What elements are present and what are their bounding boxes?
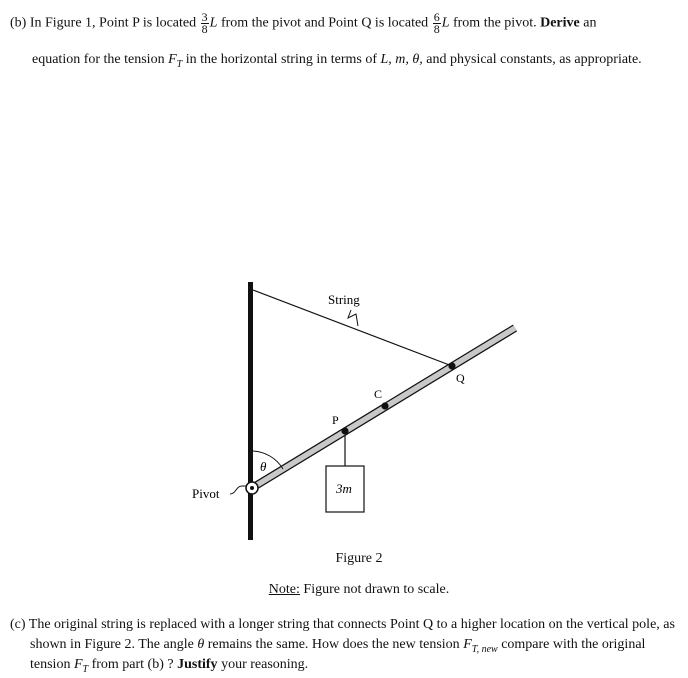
- figure-2-diagram: [0, 270, 688, 550]
- point-q-label: Q: [456, 371, 465, 385]
- part-b-label: (b) In Figure 1, Point P is located: [10, 15, 197, 31]
- part-c-paragraph: [10, 615, 676, 675]
- theta-symbol: θ: [197, 637, 205, 652]
- point-p-dot: [341, 427, 348, 434]
- part-b-text: an: [583, 15, 597, 31]
- part-c-text: your reasoning.: [221, 657, 309, 672]
- pivot-label: Pivot: [192, 486, 220, 501]
- new-tension-symbol: $F_{T, new}$: [463, 637, 498, 655]
- fraction-denominator: 8: [433, 22, 440, 36]
- part-b-text: and physical constants, as appropriate.: [426, 52, 642, 67]
- part-c-text: from part (b) ?: [91, 657, 174, 672]
- angle-arc: [252, 451, 283, 469]
- string-pointer: [348, 310, 358, 326]
- point-q-dot: [448, 362, 455, 369]
- tension-symbol: $F_T$: [168, 52, 183, 70]
- figure-caption: Figure 2: [335, 551, 383, 566]
- tension-symbol: $F_T$: [73, 657, 89, 675]
- figure-note: [0, 582, 688, 598]
- point-c-label: C: [374, 387, 383, 401]
- mass-label: 3m: [336, 481, 352, 496]
- fraction-three-eighths: [201, 12, 209, 35]
- part-b-text: from the pivot and Point Q is located: [220, 15, 429, 31]
- pivot-center: [250, 486, 254, 490]
- fraction-six-eighths: [433, 12, 441, 35]
- variable-l: L: [209, 15, 218, 31]
- part-b-text: equation for the tension: [32, 52, 165, 67]
- fraction-denominator: 8: [201, 22, 208, 36]
- part-c-text: compare with the original tension: [30, 637, 646, 672]
- vertical-pole: [248, 282, 253, 540]
- variables-list: L, m, θ,: [380, 52, 423, 67]
- point-p-label: P: [332, 413, 339, 427]
- string-label: String: [328, 292, 360, 307]
- fraction-numerator: 3: [201, 10, 208, 24]
- part-b-line-1: [10, 12, 596, 35]
- note-text: Figure not drawn to scale.: [303, 582, 450, 597]
- justify-keyword: Justify: [177, 657, 218, 672]
- part-c-text: remains the same. How does the new tension: [207, 637, 460, 652]
- angle-label: θ: [260, 459, 267, 474]
- part-b-text: from the pivot.: [452, 15, 537, 31]
- note-label: Note:: [268, 582, 300, 597]
- part-b-line-2: [32, 50, 642, 70]
- part-c-question: [10, 615, 676, 675]
- pivot-pointer: [230, 486, 246, 494]
- fraction-numerator: 6: [433, 10, 440, 24]
- part-c-text: (c) The original string is replaced with a longer string that connects Point Q to a higher location on the vertical pole, as shown in Figure 2. The angle: [10, 617, 675, 652]
- derive-keyword: Derive: [540, 15, 580, 31]
- variable-l: L: [441, 15, 450, 31]
- point-c-dot: [381, 402, 388, 409]
- part-b-text: in the horizontal string in terms of: [185, 52, 377, 67]
